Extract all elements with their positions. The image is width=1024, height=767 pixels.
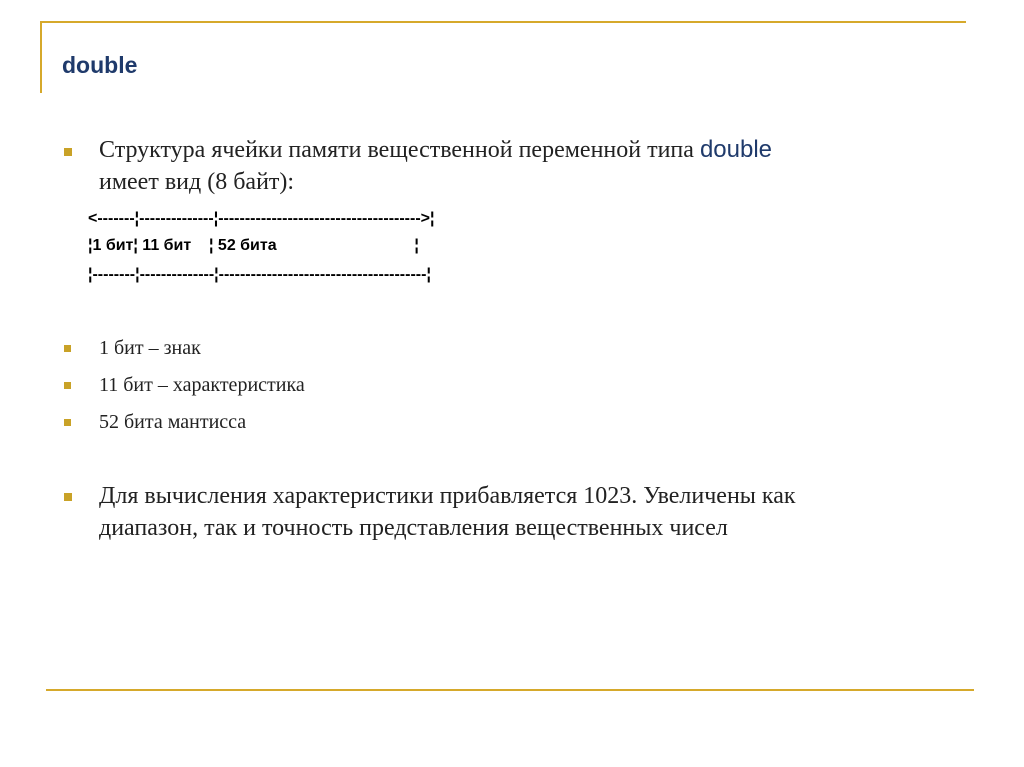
intro-text-after: имеет вид (8 байт): (99, 169, 295, 195)
diagram-line-top: <-------¦--------------¦-------------------------------------->¦ (88, 210, 435, 227)
intro-keyword: double (699, 136, 773, 163)
list-item-mantissa: 52 бита мантисса (99, 411, 247, 433)
bullet-icon (64, 345, 71, 352)
note-line-2: диапазон, так и точность представления вещественных чисел (99, 515, 728, 541)
list-item-exponent: 11 бит – характеристика (99, 374, 305, 396)
diagram-line-bottom: ¦--------¦--------------¦---------------------------------------¦ (88, 266, 431, 283)
bottom-rule (46, 689, 974, 691)
intro-paragraph (99, 134, 899, 198)
bullet-icon (64, 148, 72, 156)
slide-title: double (62, 52, 138, 78)
bullet-icon (64, 419, 71, 426)
list-item-sign: 1 бит – знак (99, 337, 201, 359)
bullet-icon (64, 382, 71, 389)
note-line-1: Для вычисления характеристики прибавляется 1023. Увеличены как (99, 483, 796, 509)
top-rule (40, 21, 966, 23)
intro-text-before: Структура ячейки памяти вещественной переменной типа (99, 137, 694, 163)
left-rule (40, 21, 42, 93)
diagram-line-labels: ¦1 бит¦ 11 бит ¦ 52 бита ¦ (88, 237, 419, 254)
note-paragraph (99, 480, 979, 544)
bullet-icon (64, 493, 72, 501)
